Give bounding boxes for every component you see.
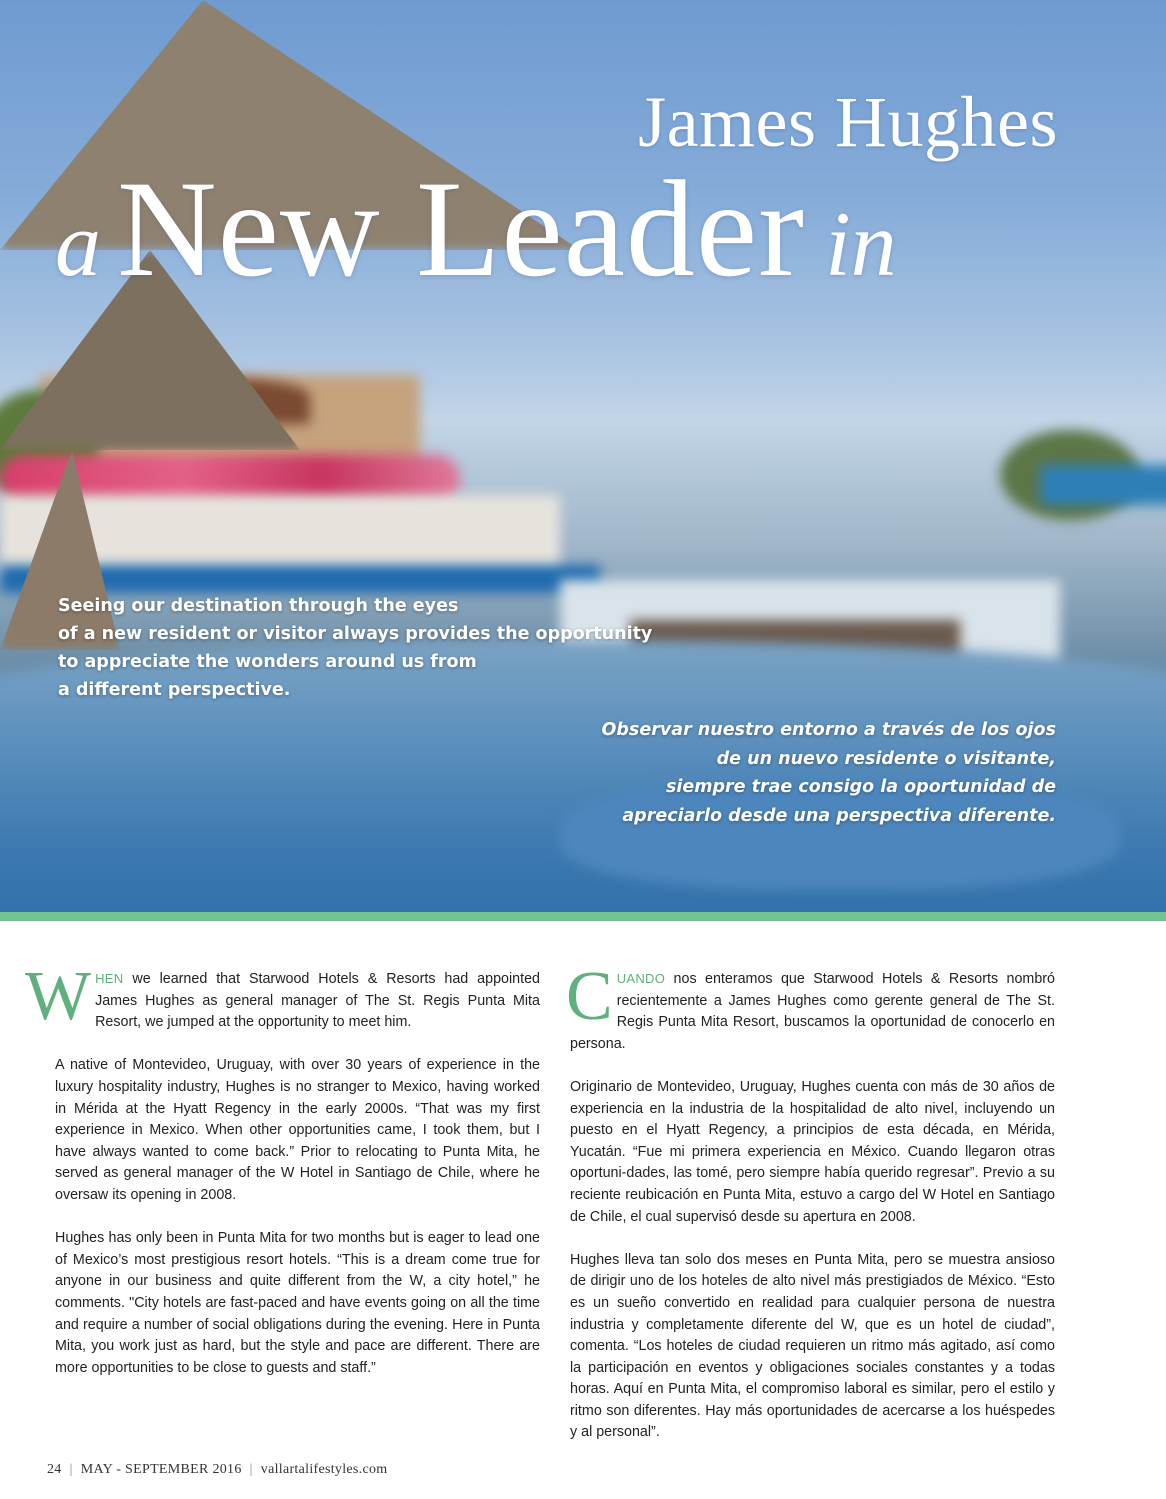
- paragraph-text: we learned that Starwood Hotels & Resorts had appointed James Hughes as general manager of The St. Regis Punta Mita Resort, we jumped at the opportunity to meet him.: [95, 971, 540, 1031]
- headline-a: a: [55, 193, 101, 295]
- page-footer: [47, 1462, 388, 1478]
- lead-in-caps: UANDO: [616, 971, 666, 986]
- intro-es-line: de un nuevo residente o visitante,: [716, 748, 1056, 769]
- drop-cap: C: [566, 958, 613, 1035]
- issue-date: MAY - SEPTEMBER 2016: [80, 1462, 242, 1477]
- accent-divider: [0, 912, 1166, 921]
- intro-spanish: [576, 716, 1056, 830]
- headline-name: James Hughes: [638, 82, 1058, 162]
- intro-en-line: to appreciate the wonders around us from: [58, 652, 477, 672]
- sea: [1040, 465, 1166, 505]
- paragraph-text: nos enteramos que Starwood Hotels & Resorts nombró recientemente a James Hughes como gerente general de The St. Regis Punta Mita Resort, buscamos la oportunidad de conocerlo en persona.: [570, 971, 1055, 1052]
- paragraph-es-3: Hughes lleva tan solo dos meses en Punta Mita, pero se muestra ansioso de dirigir uno de los hoteles de alto nivel más prestigiados de México. “Esto es un sueño convertido en realidad para cualquier persona de nuestra industria y completamente diferente del W, que es un hotel de ciudad”, comenta. “Los hoteles de ciudad requieren un ritmo más agitado, así como la participación en eventos y obligaciones sociales constantes y a todas horas. Aquí en Punta Mita, el compromiso laboral es similar, pero el estilo y ritmo son diferentes. Hay más oportunidades de acercarse a los huéspedes y al personal”.: [570, 1251, 1055, 1441]
- article-column-spanish: [566, 958, 1055, 1466]
- intro-english: [58, 592, 658, 704]
- lead-in-caps: HEN: [95, 971, 124, 986]
- page-number: 24: [47, 1462, 62, 1477]
- intro-es-line: Observar nuestro entorno a través de los ojos: [601, 720, 1056, 740]
- website-link[interactable]: vallartalifestyles.com: [260, 1462, 388, 1477]
- footer-separator: |: [249, 1462, 253, 1477]
- paragraph-en-3: Hughes has only been in Punta Mita for two months but is eager to lead one of Mexico’s most prestigious resort hotels. “This is a dream come true for anyone in our business and quite different from the W, a city hotel,” he comments. "City hotels are fast-paced and have events going on all the time and require a number of social obligations during the evening. Here in Punta Mita, you work just as hard, but the style and pace are different. There are more opportunities to be close to guests and staff.”: [55, 1230, 540, 1376]
- paragraph-es-2: Originario de Montevideo, Uruguay, Hughes cuenta con más de 30 años de experiencia en la industria de la hospitalidad de alto nivel, incluyendo un puesto en el Hyatt Regency, a principios de esta década, en Mérida, Yucatán. “Fue mi primera experiencia en México. Cuando llegaron otras oportuni-dades, las tomé, pero siempre había querido regresar”. Previo a su reciente reubicación en Punta Mita, estuvo a cargo del W Hotel en Santiago de Chile, el cual supervisó desde su apertura en 2008.: [570, 1078, 1055, 1225]
- intro-en-line: Seeing our destination through the eyes: [58, 596, 459, 616]
- paragraph-en-2: A native of Montevideo, Uruguay, with over 30 years of experience in the luxury hospitality industry, Hughes is no stranger to Mexico, having worked in Mérida at the Hyatt Regency in the early 2000s. “That was my first experience in Mexico. When other opportunities came, I took them, but I have always wanted to come back.” Prior to relocating to Punta Mita, he served as general manager of the W Hotel in Santiago de Chile, where he oversaw its opening in 2008.: [55, 1057, 540, 1203]
- headline-in: in: [825, 193, 897, 295]
- intro-en-line: a different perspective.: [58, 680, 291, 700]
- headline-subtitle: [55, 152, 897, 305]
- intro-en-line: of a new resident or visitor always provides the opportunity: [58, 624, 653, 644]
- paragraph-en-1: [25, 958, 540, 1035]
- footer-separator: |: [69, 1462, 73, 1477]
- drop-cap: W: [25, 958, 92, 1035]
- article-column-english: [25, 958, 540, 1401]
- intro-es-line: siempre trae consigo la oportunidad de: [665, 777, 1056, 797]
- paragraph-es-1: [566, 958, 1055, 1055]
- intro-es-line: apreciarlo desde una perspectiva diferente.: [622, 805, 1056, 826]
- headline-main: New Leader: [117, 152, 806, 305]
